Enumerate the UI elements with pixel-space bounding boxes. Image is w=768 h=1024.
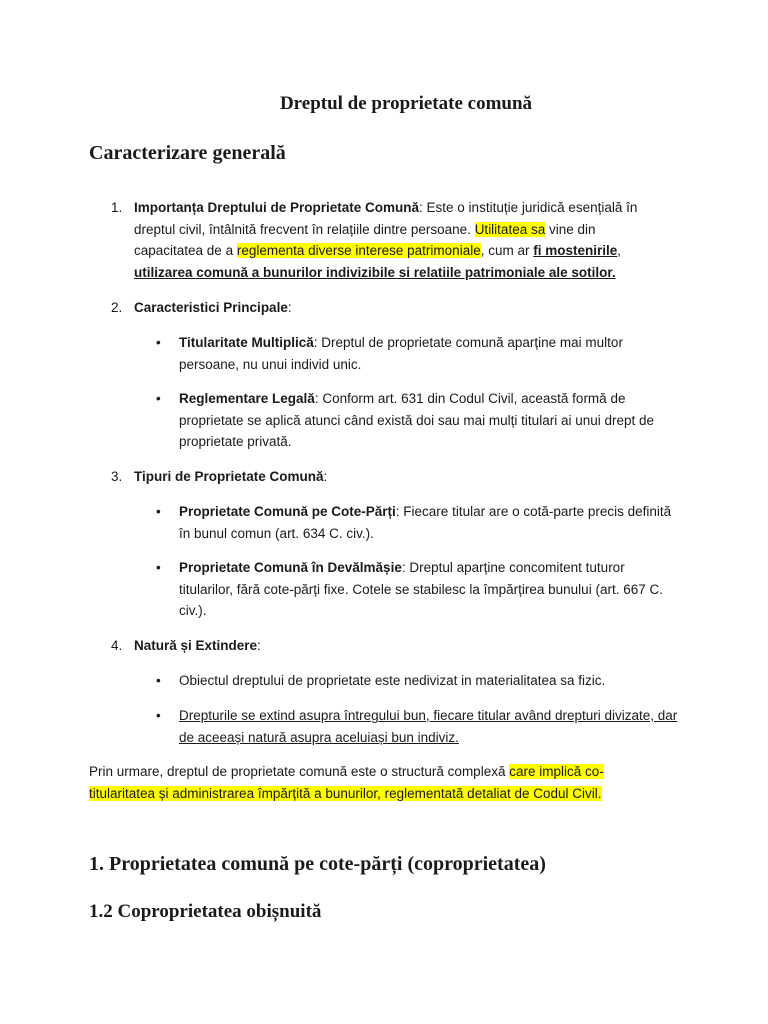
item-text: :: [323, 469, 328, 484]
highlight-text: care implică co-titularitatea și administrarea împărțită a bunurilor, reglementată detaliat de Codul Civil.: [89, 764, 604, 801]
bullet-text: [179, 332, 679, 375]
bullet-icon: •: [156, 391, 161, 406]
bullet-icon: •: [156, 335, 161, 350]
item-label: Natură și Extindere: [134, 638, 258, 653]
heading-coproprietate: 1. Proprietatea comună pe cote-părți (coproprietatea): [89, 853, 546, 875]
item-label: Tipuri de Proprietate Comună: [134, 469, 324, 484]
bullet-text: [179, 501, 679, 544]
underlined-text: fi mostenirile: [533, 243, 618, 258]
item-text: : Fiecare titular are o cotă-parte precis definită în bunul comun (art. 634 C. civ.).: [179, 504, 672, 541]
item-text: : Dreptul aparține concomitent tuturor titularilor, fără cote-părți fixe. Cotele se stabilesc la împărțirea bunului (art. 667 C. civ.).: [179, 560, 663, 618]
item-text: :: [257, 638, 261, 653]
bullet-label: Reglementare Legală: [179, 391, 315, 406]
bullet-text: [179, 388, 679, 453]
underlined-text: utilizarea comună a bunurilor indivizibile si relatiile patrimoniale ale sotilor.: [134, 264, 616, 280]
underlined-text: Drepturile se extind asupra întregului bun, fiecare titular având drepturi divizate, dar de aceeași natură asupra aceluiași bun indiviz.: [179, 708, 678, 745]
item-label: Importanța Dreptului de Proprietate Comună: [134, 200, 420, 215]
list-number: 2.: [111, 300, 123, 315]
list-item-text: [134, 197, 654, 283]
item-label: Caracteristici Principale: [134, 300, 288, 315]
bullet-label: Proprietate Comună pe Cote-Părți: [179, 504, 396, 519]
highlight-text: reglementa diverse interese patrimoniale: [236, 243, 481, 258]
item-text: : Dreptul de proprietate comună aparține mai multor persoane, nu unui individ unic.: [179, 335, 623, 372]
bullet-text: Obiectul dreptului de proprietate este nedivizat in materialitatea sa fizic.: [179, 673, 606, 688]
paragraph-text: Prin urmare, dreptul de proprietate comună este o structură complexă: [89, 764, 510, 779]
bullet-icon: •: [156, 708, 161, 723]
bullet-text: [179, 705, 679, 748]
highlight-text: Utilitatea sa: [474, 221, 546, 237]
conclusion-paragraph: [89, 761, 659, 804]
list-item-text: [134, 297, 654, 319]
list-number: 1.: [111, 200, 123, 215]
item-text: , cum ar: [480, 243, 534, 258]
list-item-text: [134, 635, 654, 657]
bullet-text: [179, 557, 679, 622]
bullet-label: Titularitate Multiplică: [179, 335, 314, 350]
list-number: 3.: [111, 469, 123, 484]
item-text: ,: [617, 243, 622, 258]
section-heading: Caracterizare generală: [89, 142, 286, 164]
document-title: Dreptul de proprietate comună: [279, 93, 533, 114]
list-number: 4.: [111, 638, 123, 653]
bullet-icon: •: [156, 673, 161, 688]
item-text: : Este o instituție juridică esențială în dreptul civil, întâlnită frecvent în relațiile dintre persoane.: [134, 200, 638, 237]
heading-coproprietate-obisnuita: 1.2 Coproprietatea obișnuită: [89, 901, 322, 922]
item-text: : Conform art. 631 din Codul Civil, această formă de proprietate se aplică atunci când există doi sau mai mulți titulari ai unui drept de proprietate privată.: [179, 391, 655, 449]
bullet-label: Proprietate Comună în Devălmășie: [179, 560, 402, 575]
bullet-icon: •: [156, 504, 161, 519]
list-item-text: [134, 466, 654, 488]
item-text: :: [287, 300, 292, 315]
bullet-icon: •: [156, 560, 161, 575]
item-text: vine din capacitatea de a: [134, 221, 596, 258]
